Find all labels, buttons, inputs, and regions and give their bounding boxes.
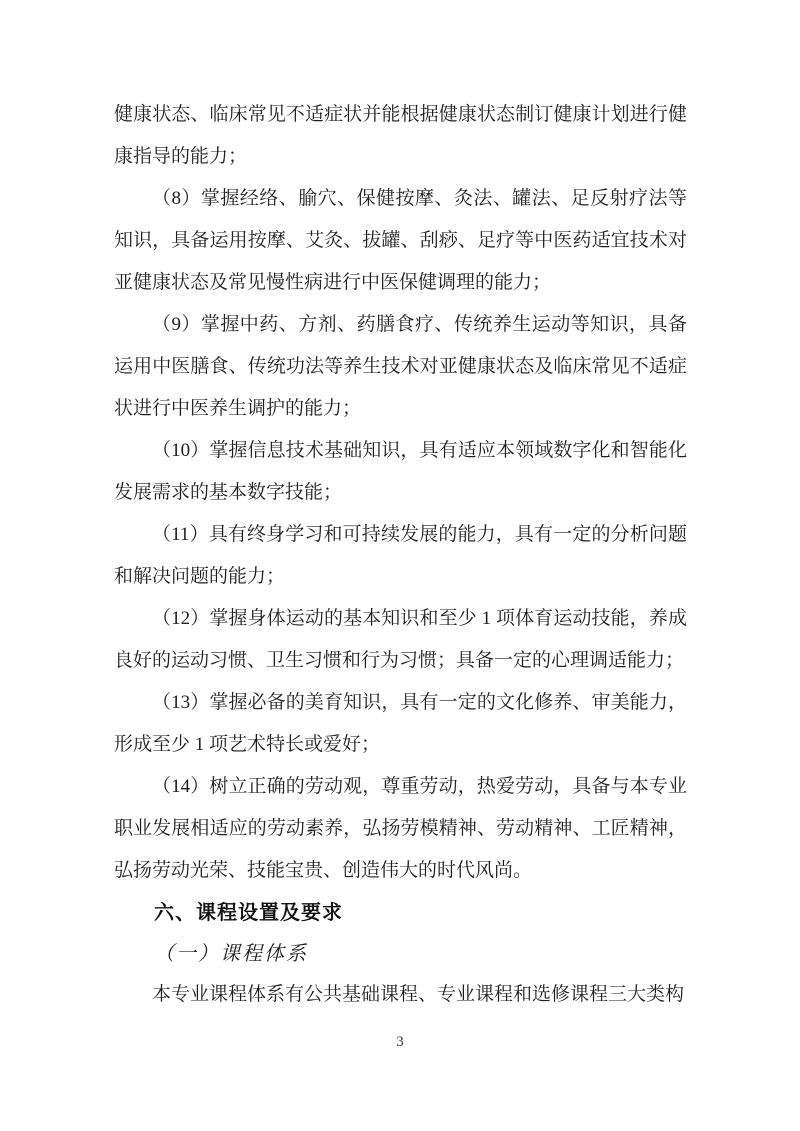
paragraph-item-13: （13）掌握必备的美育知识，具有一定的文化修养、审美能力，形成至少 1 项艺术特长或爱好； [114, 692, 687, 755]
paragraph-continuation: 健康状态、临床常见不适症状并能根据健康状态制订健康计划进行健康指导的能力； [114, 104, 687, 167]
paragraph-item-14: （14）树立正确的劳动观，尊重劳动，热爱劳动，具备与本专业职业发展相适应的劳动素养，弘扬劳模精神、劳动精神、工匠精神，弘扬劳动光荣、技能宝贵、创造伟大的时代风尚。 [114, 776, 687, 881]
paragraph-item-9: （9）掌握中药、方剂、药膳食疗、传统养生运动等知识，具备运用中医膳食、传统功法等养生技术对亚健康状态及临床常见不适症状进行中医养生调护的能力； [114, 314, 687, 419]
paragraph-item-8: （8）掌握经络、腧穴、保健按摩、灸法、罐法、足反射疗法等知识，具备运用按摩、艾灸、拔罐、刮痧、足疗等中医药适宜技术对亚健康状态及常见慢性病进行中医保健调理的能力； [114, 188, 687, 293]
paragraph-course-system-intro: 本专业课程体系有公共基础课程、专业课程和选修课程三大类构 [152, 984, 685, 1005]
page-number: 3 [396, 1034, 404, 1050]
paragraph-item-10: （10）掌握信息技术基础知识，具有适应本领域数字化和智能化发展需求的基本数字技能； [114, 440, 687, 503]
document-content [114, 94, 687, 1016]
paragraph-item-12: （12）掌握身体运动的基本知识和至少 1 项体育运动技能，养成良好的运动习惯、卫生习惯和行为习惯；具备一定的心理调适能力； [114, 608, 687, 671]
subsection-heading-course-system: （一）课程体系 [154, 943, 308, 965]
section-heading-courses: 六、课程设置及要求 [154, 902, 343, 924]
paragraph-item-11: （11）具有终身学习和可持续发展的能力，具有一定的分析问题和解决问题的能力； [114, 524, 687, 587]
